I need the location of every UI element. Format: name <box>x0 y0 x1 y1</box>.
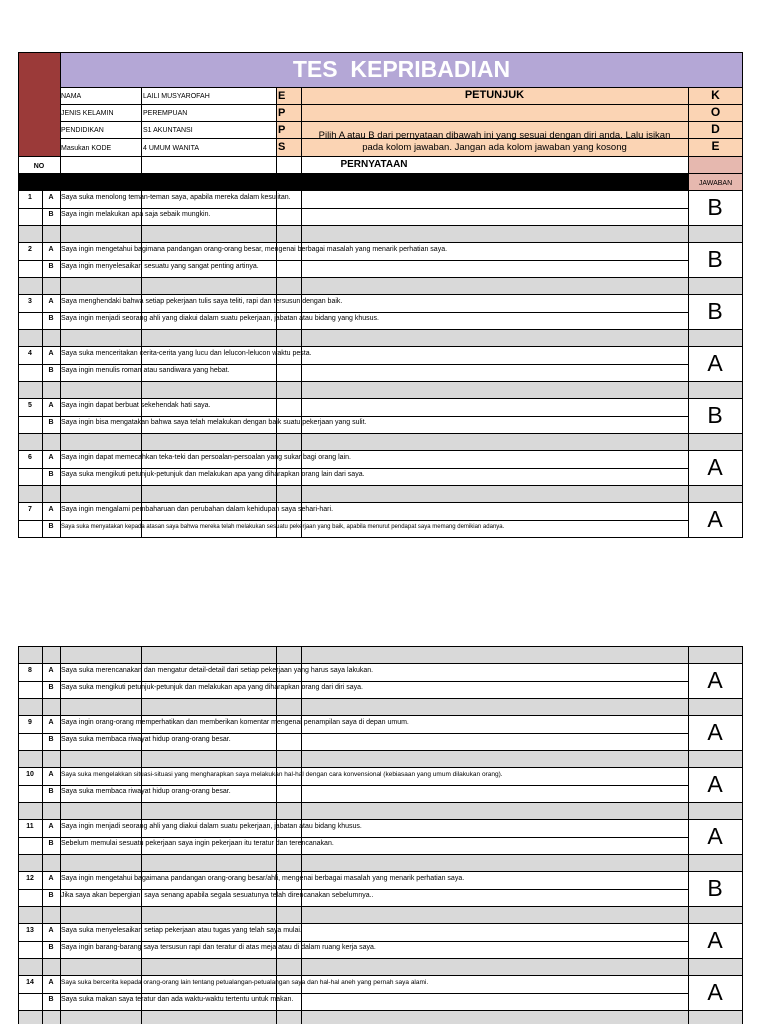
option-a-text: Saya ingin mengalami pembaharuan dan perubahan dalam kehidupan saya sehari-hari. <box>61 506 334 513</box>
option-b-text: Saya ingin bisa mengatakan bahwa saya telah melakukan dengan baik suatu pekerjaan yang sulit. <box>61 419 367 426</box>
option-b-text: Jika saya akan bepergian, saya senang apabila segala sesuatunya telah direncanakan sebelumnya.. <box>61 892 374 899</box>
kode-letter-d: D <box>711 122 720 136</box>
option-a-text: Saya suka menyelesaikan setiap pekerjaan atau tugas yang telah saya mulai. <box>61 927 302 934</box>
pernyataan-header: PERNYATAAN <box>340 159 408 170</box>
question-number: 7 <box>28 506 32 513</box>
sheet-page-1 <box>18 52 743 537</box>
option-a-text: Saya ingin dapat memecahkan teka-teki dan persoalan-persoalan yang sukar bagi orang lain. <box>61 454 351 461</box>
jawaban-header: JAWABAN <box>698 180 733 187</box>
question-row <box>18 923 743 958</box>
answer-cell[interactable]: B <box>707 246 723 272</box>
question-number: 9 <box>28 719 32 726</box>
petunjuk-label: PETUNJUK <box>464 89 525 101</box>
question-number: 13 <box>26 927 34 934</box>
black-bar <box>18 173 688 190</box>
question-row <box>18 819 743 854</box>
option-a-label: A <box>48 979 54 986</box>
option-a-text: Saya suka mengelakkan situasi-situasi yang mengharapkan saya melakukan hal-hal dengan cara konvensional (kebiasaan yang umum dilakukan orang). <box>61 771 503 778</box>
question-row <box>18 502 743 537</box>
question-row <box>18 346 743 381</box>
option-a-label: A <box>48 194 54 201</box>
option-a-label: A <box>48 246 54 253</box>
option-b-label: B <box>48 996 54 1003</box>
red-block <box>18 52 60 156</box>
field-label-kode: Masukan KODE <box>61 145 112 152</box>
question-number: 4 <box>28 350 32 357</box>
answer-cell[interactable]: B <box>707 875 723 901</box>
answer-cell[interactable]: A <box>707 771 723 797</box>
question-number: 1 <box>28 194 32 201</box>
question-row <box>18 715 743 750</box>
option-b-text: Saya ingin menulis roman atau sandiwara yang hebat. <box>61 367 230 374</box>
question-number: 10 <box>26 771 34 778</box>
option-b-text: Saya suka menyatakan kepada atasan saya bahwa mereka telah melakukan sesuatu pekerjaan yang baik, apabila menurut pendapat saya memang demikian adanya. <box>61 524 505 530</box>
question-number: 11 <box>26 823 34 830</box>
option-a-label: A <box>48 667 54 674</box>
option-b-label: B <box>48 840 54 847</box>
question-row <box>18 398 743 433</box>
question-row <box>18 871 743 906</box>
question-row <box>18 663 743 698</box>
question-number: 8 <box>28 667 32 674</box>
answer-cell[interactable]: A <box>707 823 723 849</box>
question-number: 3 <box>28 298 32 305</box>
option-a-label: A <box>48 875 54 882</box>
petunjuk-text: Pilih A atau B dari pernyataan dibawah ini yang sesuai dengan diri anda. Lalu isikan pada kolom jawaban. Jangan ada kolom jawaban yang kosong <box>318 130 671 153</box>
option-a-text: Saya ingin orang-orang memperhatikan dan memberikan komentar mengenai penampilan saya di depan umum. <box>61 719 409 726</box>
code-letter-p2: P <box>278 124 286 136</box>
code-letter-e: E <box>278 90 286 102</box>
option-b-label: B <box>48 788 54 795</box>
option-b-text: Sebelum memulai sesuatu pekerjaan saya ingin pekerjaan itu teratur dan terencanakan. <box>61 840 334 847</box>
question-row <box>18 190 743 225</box>
field-label-pendidikan: PENDIDIKAN <box>61 127 104 134</box>
option-a-label: A <box>48 823 54 830</box>
code-letter-s: S <box>278 141 286 153</box>
kode-letter-k: K <box>711 88 720 102</box>
option-a-text: Saya suka merencanakan dan mengatur detail-detail dari setiap pekerjaan yang harus saya lakukan. <box>61 667 374 674</box>
sheet-page-2 <box>18 646 743 1024</box>
option-a-text: Saya ingin menjadi seorang ahli yang diakui dalam suatu pekerjaan, jabatan atau bidang khusus. <box>61 823 362 830</box>
option-a-label: A <box>48 402 54 409</box>
option-b-text: Saya suka makan saya teratur dan ada waktu-waktu tertentu untuk makan. <box>61 996 294 1003</box>
option-b-text: Saya ingin barang-barang saya tersusun rapi dan teratur di atas meja atau di dalam ruang kerja saya. <box>61 944 376 951</box>
question-number: 5 <box>28 402 32 409</box>
option-a-text: Saya suka bercerita kepada orang-orang lain tentang petualangan-petualangan saya dan hal-hal aneh yang pernah saya alami. <box>61 979 429 986</box>
option-a-label: A <box>48 719 54 726</box>
option-b-text: Saya ingin menyelesaikan sesuatu yang sangat penting artinya. <box>61 263 259 270</box>
answer-cell[interactable]: B <box>707 402 723 428</box>
question-row <box>18 975 743 1010</box>
no-header: NO <box>33 163 45 170</box>
code-letter-p1: P <box>278 107 286 119</box>
question-number: 14 <box>26 979 34 986</box>
question-row <box>18 294 743 329</box>
option-b-label: B <box>48 471 54 478</box>
option-b-label: B <box>48 523 54 530</box>
answer-cell[interactable]: A <box>707 979 723 1005</box>
field-value-nama[interactable]: LAILI MUSYAROFAH <box>143 93 210 100</box>
answer-cell[interactable]: A <box>707 927 723 953</box>
answer-cell[interactable]: A <box>707 350 723 376</box>
option-a-text: Saya menghendaki bahwa setiap pekerjaan tulis saya teliti, rapi dan tersusun dengan baik. <box>61 298 343 305</box>
option-b-text: Saya ingin melakukan apa saja sebaik mungkin. <box>61 211 211 218</box>
kode-letter-e: E <box>711 139 720 153</box>
answer-cell[interactable]: A <box>707 719 723 745</box>
question-row <box>18 450 743 485</box>
option-a-label: A <box>48 506 54 513</box>
option-b-label: B <box>48 367 54 374</box>
field-label-jenis-kelamin: JENIS KELAMIN <box>61 110 114 117</box>
option-b-text: Saya suka mengikuti petunjuk-petunjuk dan melakukan apa yang diharapkan orang dari diri saya. <box>61 684 363 691</box>
option-a-label: A <box>48 771 54 778</box>
question-number: 12 <box>26 875 34 882</box>
question-row <box>18 242 743 277</box>
option-a-label: A <box>48 454 54 461</box>
option-b-label: B <box>48 419 54 426</box>
option-b-label: B <box>48 263 54 270</box>
field-value-kode[interactable]: 4 UMUM WANITA <box>143 145 199 152</box>
answer-cell[interactable]: A <box>707 667 723 693</box>
question-row <box>18 767 743 802</box>
option-b-label: B <box>48 315 54 322</box>
answer-cell[interactable]: A <box>707 454 723 480</box>
option-b-label: B <box>48 892 54 899</box>
option-b-label: B <box>48 211 54 218</box>
option-b-label: B <box>48 684 54 691</box>
option-b-text: Saya ingin menjadi seorang ahli yang diakui dalam suatu pekerjaan, jabatan atau bidang yang khusus. <box>61 315 379 322</box>
option-b-text: Saya suka mengikuti petunjuk-petunjuk dan melakukan apa yang diharapkan orang lain dari saya. <box>61 471 365 478</box>
option-b-label: B <box>48 944 54 951</box>
option-a-text: Saya ingin dapat berbuat sekehendak hati saya. <box>61 402 211 409</box>
answer-cell[interactable]: B <box>707 194 723 220</box>
option-b-text: Saya suka membaca riwayat hidup orang-orang besar. <box>61 736 231 743</box>
question-number: 2 <box>28 246 32 253</box>
option-a-text: Saya suka menolong teman-teman saya, apabila mereka dalam kesulitan. <box>61 194 291 201</box>
option-b-text: Saya suka membaca riwayat hidup orang-orang besar. <box>61 788 231 795</box>
option-a-label: A <box>48 298 54 305</box>
field-label-nama: NAMA <box>61 93 82 100</box>
field-value-jenis-kelamin[interactable]: PEREMPUAN <box>143 110 188 117</box>
option-b-label: B <box>48 736 54 743</box>
title-text: TES KEPRIBADIAN <box>292 56 511 82</box>
option-a-text: Saya ingin mengetahui bagimana pandangan orang-orang besar, mengenai berbagai masalah yang menarik perhatian saya. <box>61 246 448 253</box>
option-a-text: Saya suka menceritakan cerita-cerita yang lucu dan lelucon-lelucon waktu pesta. <box>61 350 312 357</box>
option-a-text: Saya ingin mengetahui bagaimana pandangan orang-orang besar/ahli, mengenai berbagai masalah yang menarik perhatian saya. <box>61 875 465 882</box>
option-a-label: A <box>48 927 54 934</box>
question-number: 6 <box>28 454 32 461</box>
kode-letter-o: O <box>710 105 721 119</box>
answer-cell[interactable]: A <box>707 506 723 532</box>
option-a-label: A <box>48 350 54 357</box>
field-value-pendidikan[interactable]: S1 AKUNTANSI <box>143 127 193 134</box>
answer-cell[interactable]: B <box>707 298 723 324</box>
